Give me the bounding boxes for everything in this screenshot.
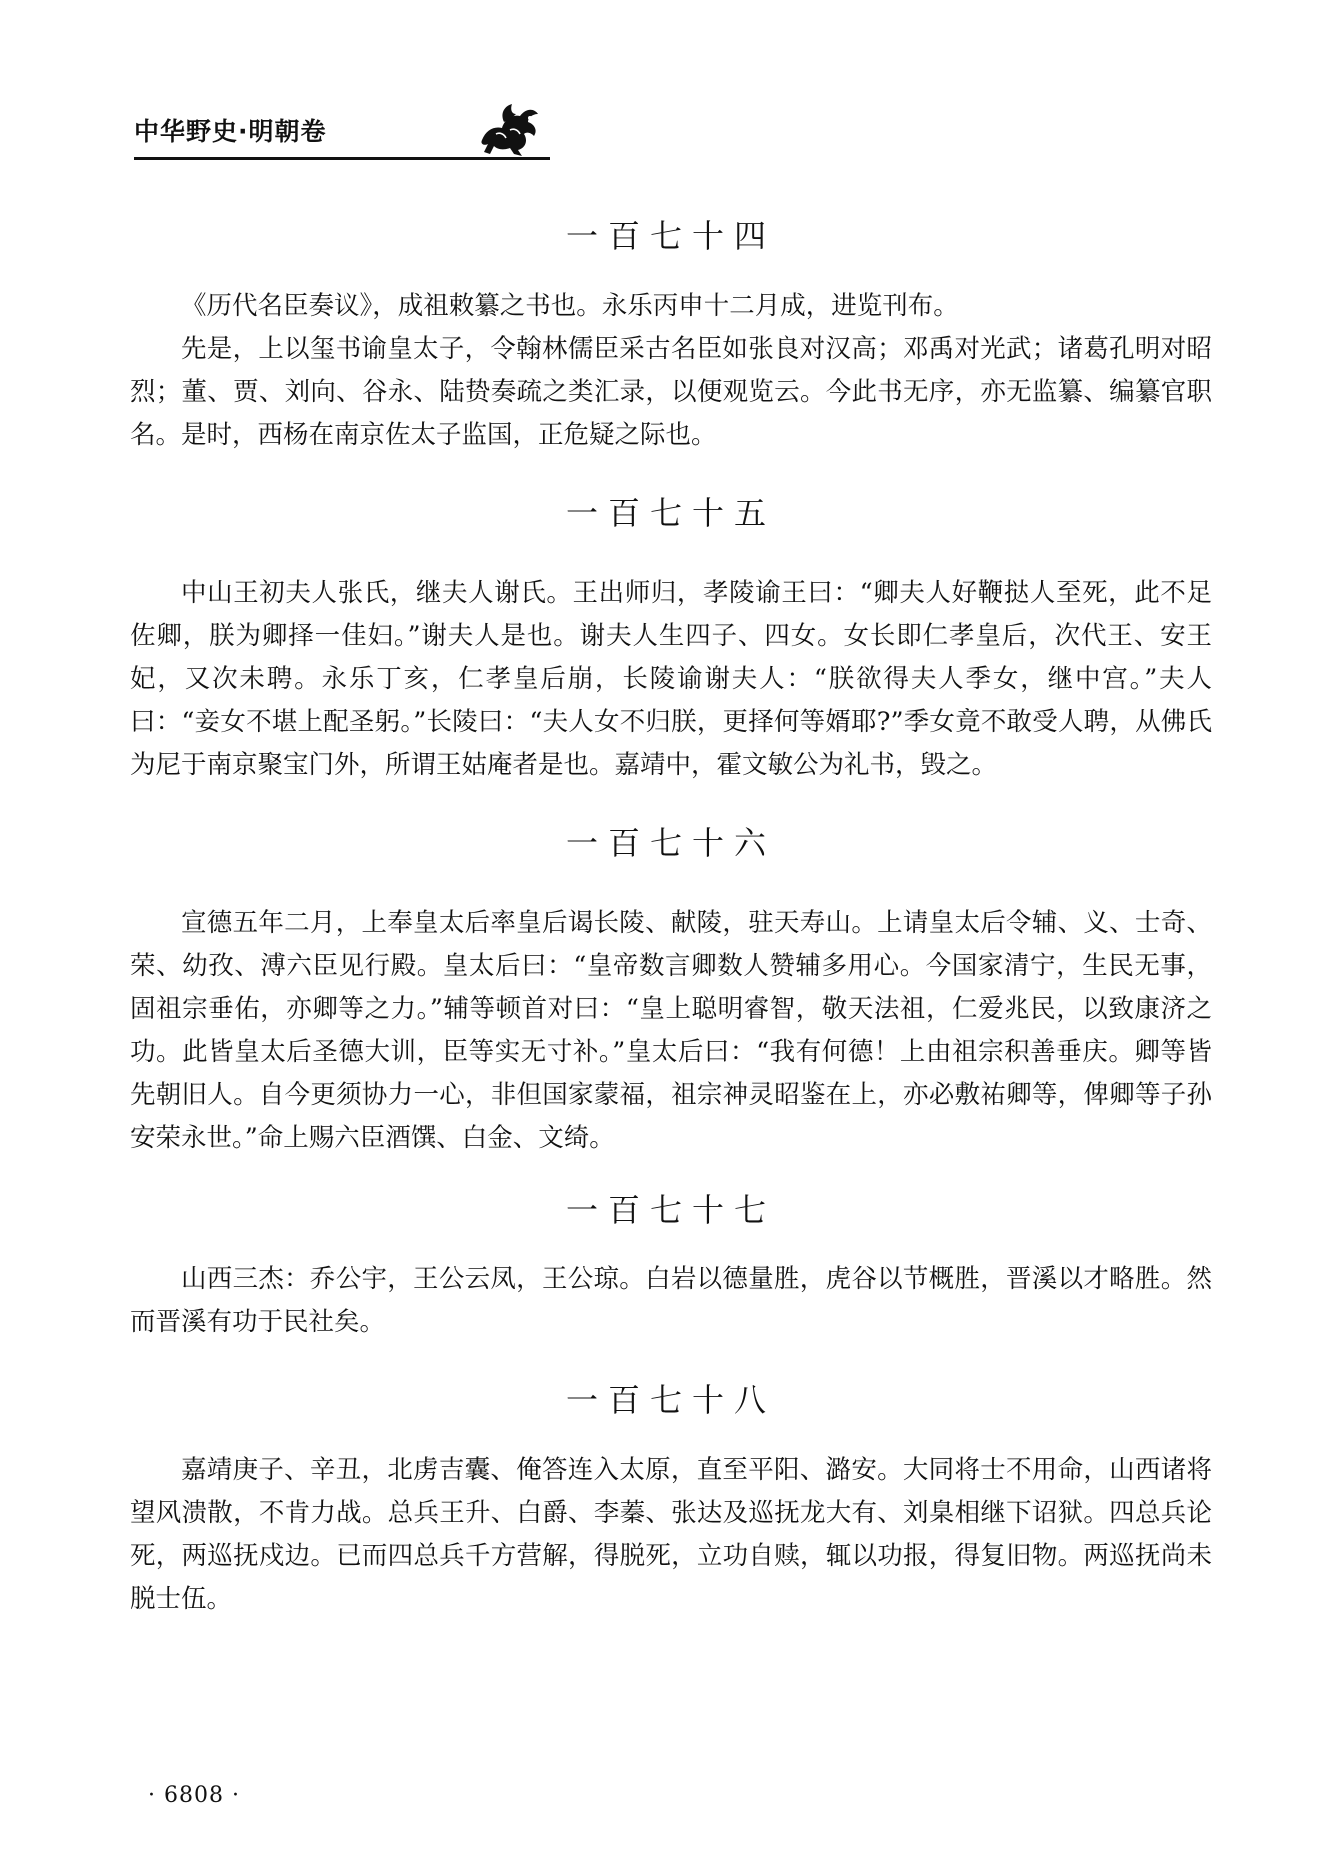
section-177 <box>130 1188 1212 1344</box>
section-title: 一百七十六 <box>565 824 776 862</box>
header-rule <box>134 157 550 160</box>
running-header <box>134 100 550 160</box>
section-174 <box>130 214 1212 457</box>
section-title: 一百七十八 <box>565 1381 776 1419</box>
paragraph: 中山王初夫人张氏，继夫人谢氏。王出师归，孝陵谕王曰：“卿夫人好鞭挞人至死，此不足佐卿，朕为卿择一佳妇。”谢夫人是也。谢夫人生四子、四女。女长即仁孝皇后，次代王、安王妃，又次未聘。永乐丁亥，仁孝皇后崩，长陵谕谢夫人：“朕欲得夫人季女，继中宫。”夫人曰：“妾女不堪上配圣躬。”长陵曰：“夫人女不归朕，更择何等婿耶?”季女竟不敢受人聘，从佛氏为尼于南京聚宝门外，所谓王姑庵者是也。嘉靖中，霍文敏公为礼书，毁之。 <box>130 578 1212 780</box>
section-title: 一百七十五 <box>565 494 776 532</box>
section-176 <box>130 821 1212 1160</box>
section-title: 一百七十四 <box>565 217 776 255</box>
running-head-title: 中华野史·明朝卷 <box>134 117 327 146</box>
page-number: · 6808 · <box>148 1783 240 1808</box>
paragraph: 山西三杰：乔公宇，王公云凤，王公琼。白岩以德量胜，虎谷以节概胜，晋溪以才略胜。然而晋溪有功于民社矣。 <box>130 1264 1212 1337</box>
section-178 <box>130 1378 1212 1621</box>
body-text <box>130 214 1212 1621</box>
paragraph: 嘉靖庚子、辛丑，北虏吉囊、俺答连入太原，直至平阳、潞安。大同将士不用命，山西诸将望风溃散，不肯力战。总兵王升、白爵、李蓁、张达及巡抚龙大有、刘臬相继下诏狱。四总兵论死，两巡抚戍边。已而四总兵千方营解，得脱死，立功自赎，辄以功报，得复旧物。两巡抚尚未脱士伍。 <box>130 1455 1212 1614</box>
paragraph: 宣德五年二月，上奉皇太后率皇后谒长陵、献陵，驻天寿山。上请皇太后令辅、义、士奇、荣、幼孜、溥六臣见行殿。皇太后曰：“皇帝数言卿数人赞辅多用心。今国家清宁，生民无事，固祖宗垂佑，亦卿等之力。”辅等顿首对曰：“皇上聪明睿智，敬天法祖，仁爱兆民，以致康济之功。此皆皇太后圣德大训，臣等实无寸补。”皇太后曰：“我有何德！上由祖宗积善垂庆。卿等皆先朝旧人。自今更须协力一心，非但国家蒙福，祖宗神灵昭鉴在上，亦必敷祐卿等，俾卿等子孙安荣永世。”命上赐六臣酒馔、白金、文绮。 <box>130 908 1212 1153</box>
paragraph: 《历代名臣奏议》，成祖敕纂之书也。永乐丙申十二月成，进览刊布。 <box>181 291 959 321</box>
section-title: 一百七十七 <box>565 1191 776 1229</box>
paragraph: 先是，上以玺书谕皇太子，令翰林儒臣采古名臣如张良对汉高；邓禹对光武；诸葛孔明对昭烈；董、贾、刘向、谷永、陆贽奏疏之类汇录，以便观览云。今此书无序，亦无监纂、编纂官职名。是时，西杨在南京佐太子监国，正危疑之际也。 <box>130 334 1212 450</box>
section-175 <box>130 491 1212 787</box>
dragon-emblem-icon <box>474 100 544 158</box>
